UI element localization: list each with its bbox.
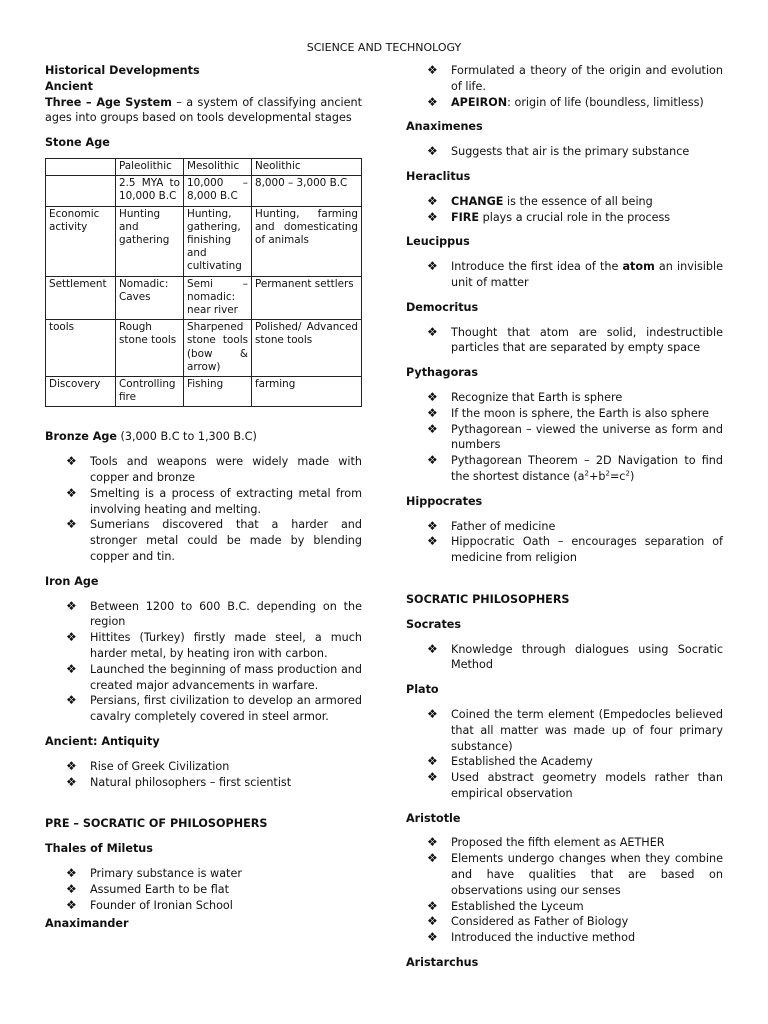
- list-item: [406, 707, 723, 754]
- list-item: [406, 835, 723, 851]
- list-item-text: Hittites (Turkey) firstly made steel, a much harder metal, by heating iron with carbon.: [90, 631, 362, 660]
- plato-list: [406, 707, 723, 802]
- bronze-age-list: [45, 454, 362, 565]
- heading-aristarchus: Aristarchus: [406, 956, 479, 970]
- list-item: [406, 390, 723, 406]
- heading-heraclitus: Heraclitus: [406, 169, 471, 183]
- list-item-text: Tools and weapons were widely made with copper and bronze: [90, 455, 362, 485]
- list-item: [45, 866, 362, 882]
- right-column: [406, 63, 723, 971]
- table-cell: Hunting, farming and domesticating of animals: [252, 206, 362, 276]
- formula-part: =c: [609, 469, 626, 483]
- table-header-cell: [46, 158, 116, 175]
- list-item: [45, 454, 362, 486]
- heading-pre-socratic: PRE – SOCRATIC OF PHILOSOPHERS: [45, 817, 268, 831]
- heading-pythagoras: Pythagoras: [406, 366, 478, 380]
- list-item: [406, 899, 723, 915]
- list-item-text: Proposed the fifth element as AETHER: [451, 836, 665, 850]
- table-row: [46, 206, 362, 276]
- list-item-text: Considered as Father of Biology: [451, 915, 629, 929]
- hippocrates-list: [406, 519, 723, 566]
- diamond-bullet-icon: ❖: [66, 630, 77, 645]
- list-item-text: Elements undergo changes when they combine and have qualities that are based on observations using our senses: [451, 852, 723, 897]
- list-item: [406, 210, 723, 226]
- heading-thales: Thales of Miletus: [45, 842, 153, 856]
- list-item: [406, 95, 723, 111]
- atom-term: atom: [622, 260, 655, 274]
- leucippus-list: [406, 259, 723, 291]
- heading-historical-developments: Historical Developments: [45, 64, 200, 77]
- fire-term: FIRE: [451, 210, 480, 224]
- list-item-text: Sumerians discovered that a harder and stronger metal could be made by blending copper and tin.: [90, 518, 362, 564]
- heading-ancient-antiquity: Ancient: Antiquity: [45, 734, 160, 748]
- diamond-bullet-icon: ❖: [427, 770, 438, 785]
- diamond-bullet-icon: ❖: [427, 259, 438, 274]
- diamond-bullet-icon: ❖: [66, 865, 77, 880]
- list-item: [406, 453, 723, 485]
- table-cell: Controlling fire: [116, 377, 184, 407]
- pythagoras-list: [406, 390, 723, 485]
- apeiron-term: APEIRON: [451, 95, 508, 109]
- list-item-text: If the moon is sphere, the Earth is also sphere: [451, 406, 709, 420]
- list-item-text: Knowledge through dialogues using Socratic Method: [451, 642, 723, 672]
- diamond-bullet-icon: ❖: [427, 641, 438, 656]
- list-item-text: Father of medicine: [451, 519, 556, 533]
- diamond-bullet-icon: ❖: [427, 193, 438, 208]
- list-item: [406, 259, 723, 291]
- left-column: [45, 63, 362, 932]
- table-cell: Economic activity: [46, 206, 116, 276]
- diamond-bullet-icon: ❖: [66, 693, 77, 708]
- diamond-bullet-icon: ❖: [427, 914, 438, 929]
- list-item-text: Smelting is a process of extracting metal from involving heating and melting.: [90, 486, 362, 516]
- list-item-text: Introduce the first idea of the: [451, 260, 623, 274]
- diamond-bullet-icon: ❖: [427, 754, 438, 769]
- list-item-text: Between 1200 to 600 B.C. depending on the region: [90, 599, 362, 629]
- diamond-bullet-icon: ❖: [427, 534, 438, 549]
- table-cell: Hunting and gathering: [116, 206, 184, 276]
- list-item: [406, 534, 723, 566]
- diamond-bullet-icon: ❖: [427, 835, 438, 850]
- table-cell: 10,000 – 8,000 B.C: [184, 176, 252, 206]
- diamond-bullet-icon: ❖: [66, 774, 77, 789]
- list-item-text: Pythagorean – viewed the universe as form and numbers: [451, 422, 723, 452]
- list-item: [406, 422, 723, 454]
- superscript: 2: [584, 469, 589, 478]
- anaximander-list: [406, 63, 723, 110]
- table-cell: Sharpened stone tools (bow & arrow): [184, 320, 252, 377]
- table-cell: Nomadic: Caves: [116, 276, 184, 320]
- heading-socrates: Socrates: [406, 617, 462, 631]
- table-row: [46, 377, 362, 407]
- list-item: [406, 914, 723, 930]
- list-item: [406, 519, 723, 535]
- list-item-text: plays a crucial role in the process: [479, 210, 671, 224]
- heading-leucippus: Leucippus: [406, 235, 470, 249]
- list-item: [45, 693, 362, 725]
- heading-hippocrates: Hippocrates: [406, 494, 483, 508]
- table-cell: Polished/ Advanced stone tools: [252, 320, 362, 377]
- heading-anaximenes: Anaximenes: [406, 120, 483, 134]
- diamond-bullet-icon: ❖: [66, 485, 77, 500]
- list-item-text: Primary substance is water: [90, 866, 242, 880]
- table-header-cell: Neolithic: [252, 158, 362, 175]
- diamond-bullet-icon: ❖: [66, 598, 77, 613]
- diamond-bullet-icon: ❖: [427, 144, 438, 159]
- list-item: [406, 144, 723, 160]
- list-item-text: Hippocratic Oath – encourages separation of medicine from religion: [451, 535, 723, 565]
- list-item: [406, 63, 723, 95]
- list-item: [45, 898, 362, 914]
- list-item-text: Used abstract geometry models rather than empirical observation: [451, 771, 723, 800]
- list-item: [45, 630, 362, 662]
- stone-age-table: [45, 158, 362, 407]
- diamond-bullet-icon: ❖: [427, 324, 438, 339]
- heading-plato: Plato: [406, 683, 439, 697]
- superscript: 2: [605, 469, 610, 478]
- iron-age-list: [45, 599, 362, 725]
- diamond-bullet-icon: ❖: [427, 63, 438, 77]
- list-item-text: : origin of life (boundless, limitless): [507, 95, 704, 109]
- list-item: [45, 882, 362, 898]
- diamond-bullet-icon: ❖: [66, 758, 77, 773]
- table-cell: Semi – nomadic: near river: [184, 276, 252, 320]
- table-cell: Permanent settlers: [252, 276, 362, 320]
- three-age-term: Three – Age System: [45, 95, 172, 109]
- diamond-bullet-icon: ❖: [427, 851, 438, 866]
- formula-part: +b: [588, 469, 606, 483]
- heraclitus-list: [406, 194, 723, 226]
- list-item-text: Coined the term element (Empedocles believed that all matter was made up of four primary substance): [451, 707, 723, 753]
- heading-iron-age: Iron Age: [45, 574, 99, 588]
- list-item-text: Rise of Greek Civilization: [90, 759, 230, 773]
- list-item: [406, 325, 723, 357]
- list-item-text: Thought that atom are solid, indestructible particles that are separated by empty space: [451, 325, 723, 355]
- table-row: [46, 320, 362, 377]
- table-cell: 2.5 MYA to 10,000 B.C: [116, 176, 184, 206]
- heading-anaximander: Anaximander: [45, 917, 129, 931]
- list-item: [406, 930, 723, 946]
- diamond-bullet-icon: ❖: [427, 518, 438, 533]
- superscript: 2: [625, 469, 630, 478]
- heading-democritus: Democritus: [406, 300, 479, 314]
- table-header-row: [46, 158, 362, 175]
- table-cell: Settlement: [46, 276, 116, 320]
- list-item: [406, 194, 723, 210]
- heading-bronze-age: Bronze Age: [45, 430, 117, 444]
- diamond-bullet-icon: ❖: [427, 421, 438, 436]
- table-header-cell: Paleolithic: [116, 158, 184, 175]
- list-item: [45, 517, 362, 564]
- table-cell: 8,000 – 3,000 B.C: [252, 176, 362, 206]
- list-item-text: Established the Lyceum: [451, 899, 584, 913]
- table-cell: tools: [46, 320, 116, 377]
- bronze-age-heading-line: [45, 429, 362, 445]
- diamond-bullet-icon: ❖: [427, 898, 438, 913]
- page-title: SCIENCE AND TECHNOLOGY: [306, 41, 462, 54]
- diamond-bullet-icon: ❖: [427, 405, 438, 420]
- list-item-text: an invisible unit of matter: [451, 260, 723, 289]
- list-item-text: Suggests that air is the primary substance: [451, 145, 690, 159]
- diamond-bullet-icon: ❖: [427, 94, 438, 109]
- table-cell: farming: [252, 377, 362, 407]
- table-row: [46, 276, 362, 320]
- list-item: [45, 759, 362, 775]
- list-item-text: Pythagorean Theorem – 2D Navigation to find the shortest distance (a: [451, 454, 723, 483]
- antiquity-list: [45, 759, 362, 791]
- diamond-bullet-icon: ❖: [427, 209, 438, 224]
- table-cell: Rough stone tools: [116, 320, 184, 377]
- list-item-text: Natural philosophers – first scientist: [90, 775, 292, 789]
- three-age-paragraph: [45, 95, 362, 127]
- list-item: [406, 770, 723, 802]
- change-term: CHANGE: [451, 194, 504, 208]
- anaximenes-list: [406, 144, 723, 160]
- list-item-text: Introduced the inductive method: [451, 931, 636, 945]
- diamond-bullet-icon: ❖: [427, 389, 438, 404]
- diamond-bullet-icon: ❖: [427, 706, 438, 721]
- formula-part: ): [629, 469, 635, 483]
- list-item-text: Formulated a theory of the origin and evolution of life.: [451, 64, 723, 93]
- aristotle-list: [406, 835, 723, 946]
- diamond-bullet-icon: ❖: [66, 454, 77, 469]
- thales-list: [45, 866, 362, 913]
- table-header-cell: Mesolithic: [184, 158, 252, 175]
- list-item: [45, 775, 362, 791]
- socrates-list: [406, 642, 723, 674]
- list-item: [45, 486, 362, 518]
- table-row: [46, 176, 362, 206]
- list-item-text: Recognize that Earth is sphere: [451, 390, 623, 404]
- list-item: [406, 406, 723, 422]
- list-item-text: Assumed Earth to be flat: [90, 882, 230, 896]
- table-cell: Hunting, gathering, finishing and cultivating: [184, 206, 252, 276]
- heading-socratic-philosophers: SOCRATIC PHILOSOPHERS: [406, 592, 570, 606]
- diamond-bullet-icon: ❖: [66, 517, 77, 532]
- diamond-bullet-icon: ❖: [427, 930, 438, 945]
- list-item: [406, 851, 723, 898]
- bronze-age-range: (3,000 B.C to 1,300 B.C): [116, 430, 257, 444]
- diamond-bullet-icon: ❖: [66, 661, 77, 676]
- list-item: [45, 662, 362, 694]
- democritus-list: [406, 325, 723, 357]
- heading-ancient: Ancient: [45, 79, 93, 93]
- heading-aristotle: Aristotle: [406, 811, 461, 825]
- list-item-text: Launched the beginning of mass production and created major advancements in warfare.: [90, 662, 362, 692]
- table-cell: Fishing: [184, 377, 252, 407]
- table-cell: [46, 176, 116, 206]
- list-item-text: is the essence of all being: [503, 194, 653, 208]
- diamond-bullet-icon: ❖: [427, 453, 438, 468]
- list-item: [406, 642, 723, 674]
- list-item: [406, 754, 723, 770]
- list-item-text: Persians, first civilization to develop an armored cavalry completely covered in steel armor.: [90, 694, 362, 724]
- heading-stone-age: Stone Age: [45, 136, 110, 150]
- list-item: [45, 599, 362, 631]
- table-cell: Discovery: [46, 377, 116, 407]
- diamond-bullet-icon: ❖: [66, 897, 77, 912]
- diamond-bullet-icon: ❖: [66, 881, 77, 896]
- list-item-text: Founder of Ironian School: [90, 898, 233, 912]
- three-age-definition: – a system of classifying ancient ages into groups based on tools developmental stages: [45, 95, 362, 125]
- list-item-text: Established the Academy: [451, 755, 593, 769]
